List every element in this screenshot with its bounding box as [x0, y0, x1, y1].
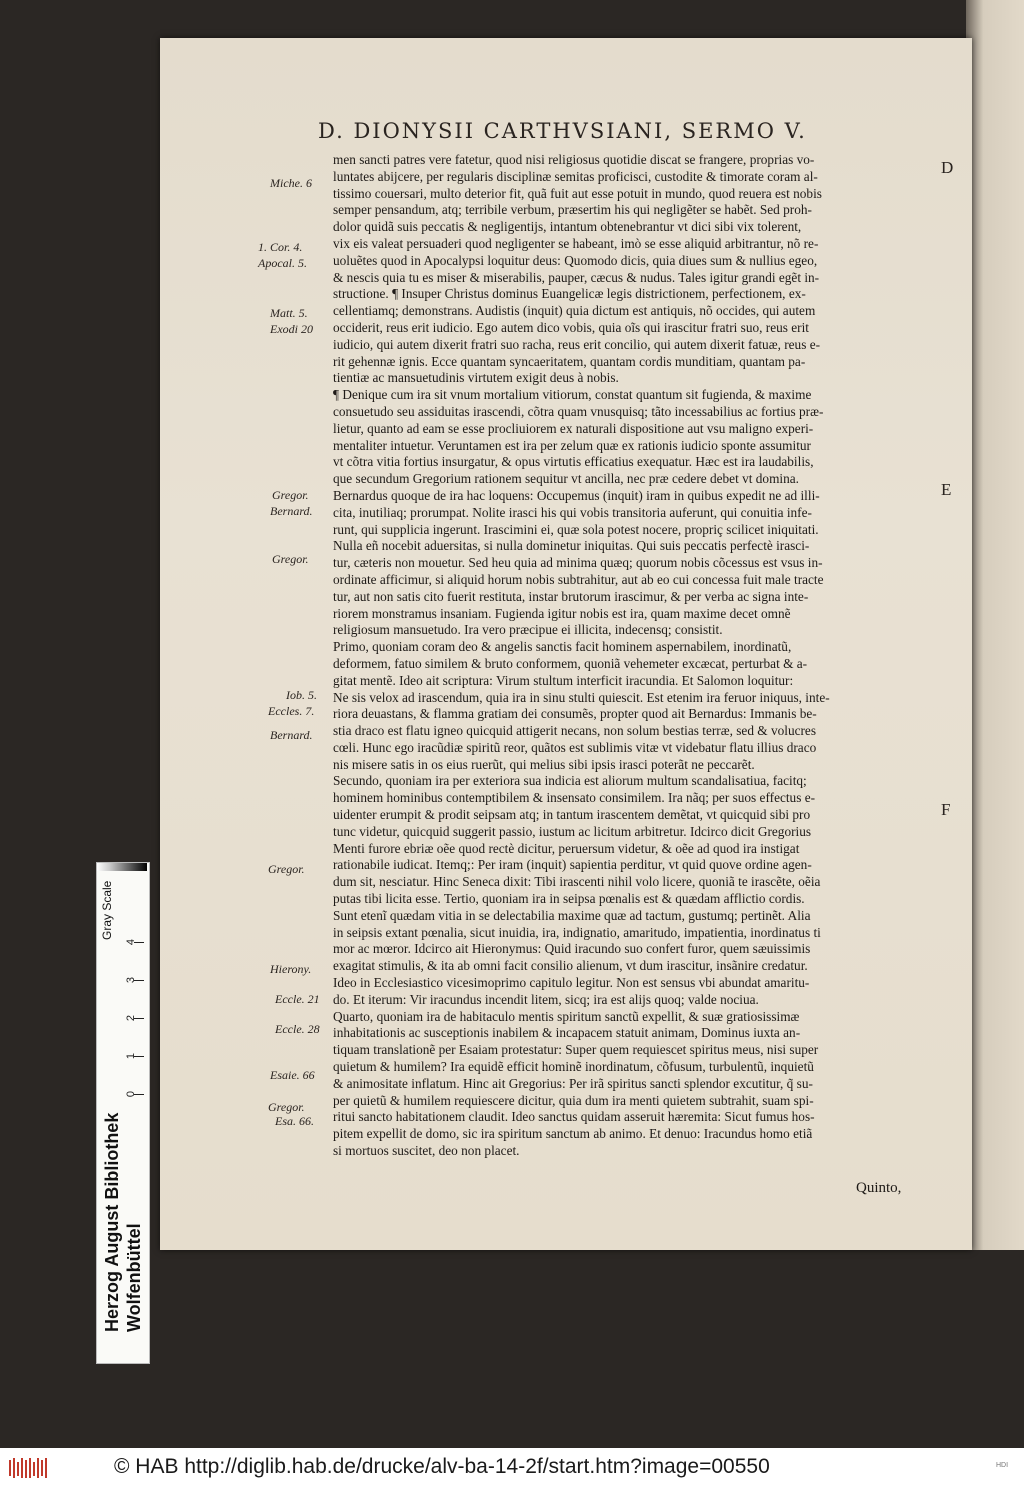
text-line: cellentiamq; demonstrans. Audistis (inquit) quia dictum est antiquis, nõ occides, qui autem	[333, 303, 816, 319]
text-line: luntates abijcere, per regularis disciplinæ semitas proficisci, custodite & timorate coram al-	[333, 168, 818, 184]
institution-city: Wolfenbüttel	[124, 1223, 144, 1332]
ruler-number: 2	[125, 1014, 137, 1022]
text-line: pitem expellit de domo, sic ira spiritum sanctum ab animo. Et denuo: Iracundus homo etiã	[333, 1126, 813, 1142]
marginal-reference: Hierony.	[270, 962, 312, 976]
text-line: vt cõtra vitia fortius insurgatur, & opus virtutis efficatius exequatur. Hæc est ira laudabilis,	[333, 454, 814, 470]
text-line: Bernardus quoque de ira hac loquens: Occupemus (inquit) iram in quibus expedit ne ad illi-	[333, 487, 820, 503]
text-line: Menti furore ebriæ oẽe quod rectè dicitur, peruersum videtur, & oẽe ad quod ira instigat	[333, 840, 800, 856]
running-header: D. DIONYSII CARTHVSIANI, SERMO V.	[318, 119, 807, 143]
text-line: tientiæ ac mansuetudinis virtutem exigit deus à nobis.	[333, 370, 619, 386]
catchword: Quinto,	[856, 1180, 902, 1196]
institution-label	[101, 1082, 145, 1332]
text-line: si mortuos suscitet, deo non placet.	[333, 1143, 520, 1159]
text-line: tissimo couersari, multo deterior fit, quã fuit aut esse potuit in mundo, quod reuera est nobis	[333, 185, 822, 201]
text-line: consuetudo seu assiduitas irascendi, cõtra quam vnusquisq; tãto incessabilius ac fortius præ-	[333, 403, 824, 419]
text-line: exagitat stimulis, & ita ab omni facit consilio alienum, vt dum irascitur, insãnire credatur.	[333, 958, 808, 974]
text-line: runt, qui supplicia ingerunt. Irascimini ei, quæ sola potest nocere, propriç scilicet iniquitati.	[333, 521, 819, 537]
neighbor-page-edge	[966, 0, 1024, 1250]
body-text	[333, 152, 933, 1160]
text-line: gitat mentẽ. Ideo ait scriptura: Virum stultum interficit iracundia. Et Salomon loquitur:	[333, 672, 794, 688]
institution-name: Herzog August Bibliothek	[102, 1112, 122, 1332]
ruler-number: 3	[125, 976, 137, 984]
text-line: uoluẽtes quod in Apocalypsi loquitur deus: Quomodo dicis, quia diues sum & nullius egeo,	[333, 252, 818, 268]
text-line: mor ac mœror. Idcirco ait Hieronymus: Quid iracundo suo confert furor, quem sæuissimis	[333, 941, 811, 957]
text-line: per quietũ & humilem requiescere dicitur, quia dum ira menti quietem subtrahit, suam spi-	[333, 1092, 814, 1108]
footer-bar	[0, 1448, 1024, 1488]
gray-gradient	[97, 863, 147, 871]
text-line: in seipsis extant pœnalia, sicut inuidia, ira, indignatio, amaritudo, impatientia, inordinatus ti	[333, 924, 821, 940]
marginal-reference: Esaie. 66	[270, 1068, 315, 1082]
text-line: ritui sancto habitationem claudit. Ideo sanctus quidam asseruit hæremita: Sicut fumus hos-	[333, 1109, 815, 1125]
text-line: & nescis quia tu es miser & miserabilis, pauper, cæcus & nudus. Tales igitur grandi egẽt in-	[333, 269, 820, 285]
text-line: rit gehennæ ignis. Ecce quantam syncaeritatem, quantam cordis munditiam, quantam pa-	[333, 353, 806, 369]
marginal-reference: Apocal. 5.	[258, 256, 307, 270]
text-line: men sancti patres vere fatetur, quod nisi religiosus quotidie discat se frangere, proprias vo-	[333, 152, 815, 167]
text-line: tur, aut non satis cito fuerit restituta, instar brutorum irascimur, & per verba ac signa inte-	[333, 588, 809, 604]
text-line: putas tibi licita esse. Tertio, quoniam ira in seipsa pœnalis est & quædam afflictio cordis.	[333, 891, 805, 907]
text-line: religiosum mansuetudo. Ira vero præcipue ei illicita, indecensq; consistit.	[333, 622, 723, 638]
text-line: quietum & humilem? Ira equidẽ efficit hominẽ inordinatum, cõfusum, turbulentũ, inquietũ	[333, 1059, 814, 1075]
marginal-reference: Miche. 6	[270, 176, 312, 190]
ruler-number: 1	[125, 1052, 137, 1060]
marginal-reference: 1. Cor. 4.	[258, 240, 303, 254]
text-line: Ideo in Ecclesiastico vicesimoprimo capitulo legitur. Non est sensus vbi abundat amaritu-	[333, 975, 810, 991]
text-line: cita, inutiliaq; prorumpat. Nolite irasci his qui vobis transitoria auferunt, qui conuitia infe-	[333, 504, 812, 520]
section-letter: E	[941, 480, 952, 499]
text-line: mentaliter intuetur. Veruntamen est ira per zelum quæ ex rationis iudicio sponte assumitur	[333, 437, 811, 453]
text-line: que secundum Gregorium rationem sequitur vt ancilla, nec præ cedere debet vt domina.	[333, 471, 799, 487]
text-line: tiquam translationẽ per Esaiam protestatur: Super quem requiescet spiritus meus, nisi super	[333, 1042, 819, 1058]
marginal-reference: Gregor.	[268, 1100, 305, 1114]
text-line: semper pensandum, atq; terribile verbum, præsertim his qui negligẽter se habẽt. Sed proh-	[333, 202, 812, 218]
section-letter: D	[941, 158, 954, 177]
ruler-number: 0	[125, 1090, 137, 1098]
text-line: Secundo, quoniam ira per exteriora sua indicia est aliorum multum scandalisatiua, facitq;	[333, 773, 807, 789]
text-line: nis misere satis in os eius ruerũt, qui melius sibi ipsis irasci poterãt ne peccarẽt.	[333, 756, 755, 772]
text-line: tunc videtur, quicquid suggerit passio, iustum ac licitum arbitretur. Idcirco dicit Gregorius	[333, 823, 812, 839]
text-line: dolor quidã suis peccatis & negligentijs, intantum obtenebrantur vt dici sibi vix tolerent,	[333, 219, 802, 235]
marginal-reference: Eccle. 21	[275, 992, 320, 1006]
text-line: hominem hominibus contemptibilem & insensato consimilem. Ira nãq; per suos effectus e-	[333, 790, 816, 806]
text-line: occiderit, reus erit iudicio. Ego autem dico vobis, quia oĩs qui irascitur fratri suo, reus erit	[333, 319, 809, 335]
text-line: stia draco est flatu igneo quicquid attigerit necans, non solum bestias terræ, sed & volucres	[333, 723, 816, 739]
text-line: dum sit, nesciatur. Hinc Seneca dixit: Tibi irascenti nihil volo licere, quoniã te irascẽte, oẽia	[333, 874, 821, 890]
text-line: inhabitationis ac susceptionis inabilem & incapacem statuit animam, Dominus iuxta an-	[333, 1025, 801, 1041]
marginal-reference: Gregor.	[268, 862, 305, 876]
text-line: cœli. Hunc ego iracũdiæ spiritũ reor, quãtos est sublimis vitæ vt videbatur flatu illius draco	[333, 739, 817, 755]
marginal-reference: Exodi 20	[270, 322, 313, 336]
marginal-reference: Iob. 5.	[286, 688, 317, 702]
text-line: Quarto, quoniam ira de habitaculo mentis spiritum sanctũ expellit, & suæ gratiosissimæ	[333, 1008, 800, 1024]
footer-mark: HDI	[996, 1462, 1009, 1469]
gray-scale-label: Gray Scale	[100, 880, 114, 940]
text-line: uidenter erumpit & prodit seipsam atq; in tantum irascentem demẽtat, vt quicquid sibi pro	[333, 807, 811, 823]
marginal-reference: Gregor.	[272, 488, 309, 502]
marginal-reference: Matt. 5.	[270, 306, 308, 320]
text-line: Sunt etenĩ quædam vitia in se delectabilia maxime quæ ad tactum, gustumq; pertinẽt. Alia	[333, 907, 811, 923]
ruler-number: 4	[125, 938, 137, 946]
text-line: do. Et iterum: Vir iracundus incendit litem, sicq; ira est alijs quoq; valde nociua.	[333, 991, 759, 1007]
section-letter: F	[941, 800, 951, 819]
text-line: lietur, quanto ad eam se esse procliuiorem ex naturali dispositione aut vsu maligno experi-	[333, 420, 814, 436]
text-line: Primo, quoniam coram deo & angelis sanctis facit hominem aspernabilem, inordinatũ,	[333, 639, 792, 655]
copyright-url: © HAB http://diglib.hab.de/drucke/alv-ba-14-2f/start.htm?image=00550	[114, 1455, 770, 1478]
marginal-reference: Eccles. 7.	[268, 704, 315, 718]
text-line: deformem, fatuo similem & bruto conformem, quoniã vehemeter excæcat, perturbat & a-	[333, 655, 808, 671]
marginal-reference: Bernard.	[270, 504, 313, 518]
text-line: tur, cæteris non mouetur. Sed heu quia ad minima quæq; quorum nobis cõcessus est vsus in-	[333, 555, 823, 571]
text-line: Nulla eñ nocebit aduersitas, si nulla dominetur iniquitas. Qui suis peccatis perfectè irasci-	[333, 538, 810, 554]
text-line: Ne sis velox ad irascendum, quia ira in sinu stulti quiescit. Est etenim ira feruor iniquus, inte-	[333, 689, 830, 705]
text-line: rationabile iudicat. Itemq;: Per iram (inquit) sapientia perditur, vt quid quove ordine agen-	[333, 857, 812, 873]
text-line: ¶ Denique cum ira sit vnum mortalium vitiorum, constat quantum sit fugienda, & maxime	[333, 387, 812, 403]
text-line: iudicio, qui autem dixerit fratri suo racha, reus erit concilio, qui autem dixerit fatuæ, reus e-	[333, 336, 821, 352]
marginal-reference: Bernard.	[270, 728, 313, 742]
text-line: structione. ¶ Insuper Christus dominus Euangelicæ legis districtionem, perfectionem, ex-	[333, 286, 806, 302]
hab-logo-icon	[8, 1456, 50, 1480]
marginal-reference: Esa. 66.	[275, 1114, 314, 1128]
text-line: vix eis valeat persuaderi quod negligenter se habeant, imò se esse aliquid arbitrantur, nõ re-	[333, 235, 819, 251]
marginal-reference: Gregor.	[272, 552, 309, 566]
text-line: riorem monstramus insaniam. Fugienda igitur nobis est ira, quam maxime decet omnẽ	[333, 605, 791, 621]
marginal-reference: Eccle. 28	[275, 1022, 320, 1036]
text-line: ordinate afficimur, si aliquid horum nobis subtrahitur, aut ab eo cui concessa fuit male tracte	[333, 571, 824, 587]
text-line: & animositate inflatum. Hinc ait Gregorius: Per irã spiritus sancti splendor excutitur, q̃ su-	[333, 1075, 813, 1091]
text-line: riora deuastans, & flamma gratiam dei consumẽs, propter quod ait Bernardus: Immanis be-	[333, 706, 817, 722]
